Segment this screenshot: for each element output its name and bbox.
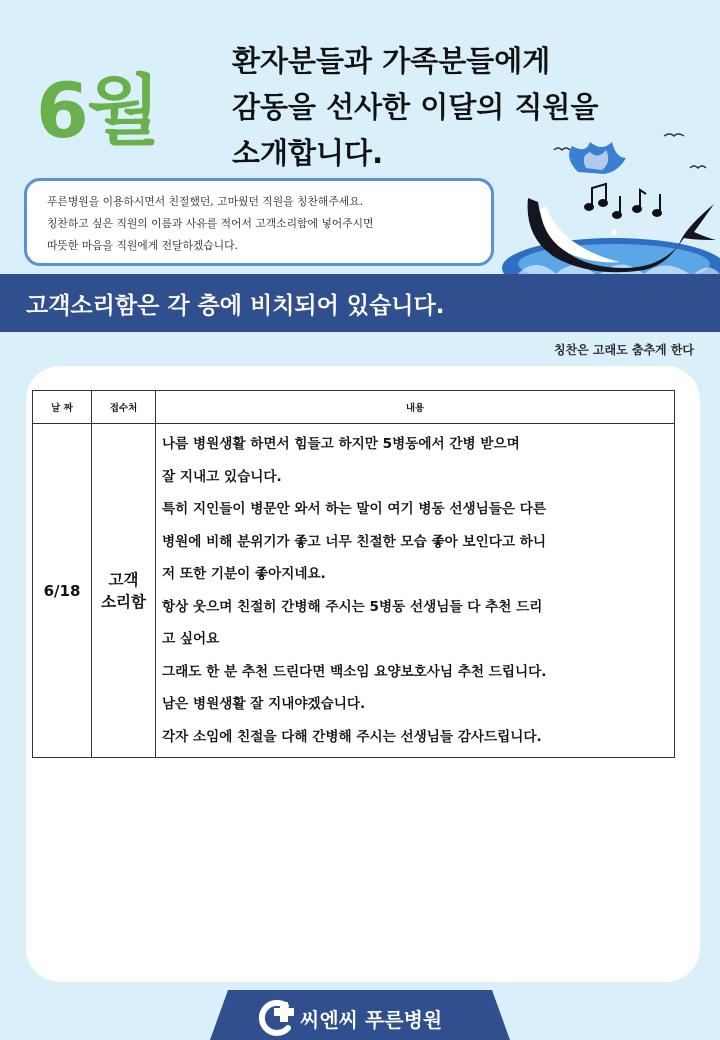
content-line: 항상 웃으며 친절히 간병해 주시는 5병동 선생님들 다 추천 드리	[162, 598, 543, 615]
caption: 칭찬은 고래도 춤추게 한다	[553, 343, 694, 357]
table-header-row	[33, 391, 675, 424]
content-line: 병원에 비해 분위기가 좋고 너무 친절한 모습 좋아 보인다고 하니	[162, 533, 547, 550]
intro-line: 칭찬하고 싶은 직원의 이름과 사유를 적어서 고객소리함에 넣어주시면	[47, 217, 374, 230]
content-line: 나름 병원생활 하면서 힘들고 하지만 5병동에서 간병 받으며	[162, 436, 520, 452]
column-header-content: 내용	[156, 391, 675, 424]
content-line: 잘 지내고 있습니다.	[162, 468, 282, 485]
month-label: 6월	[36, 66, 159, 155]
content-line: 고 싶어요	[162, 631, 220, 647]
column-header-source: 접수처	[92, 391, 156, 424]
intro-line: 푸른병원을 이용하시면서 친절했던, 고마웠던 직원을 칭찬해주세요.	[47, 195, 364, 208]
source-line: 고객	[108, 570, 139, 589]
cell-source	[92, 424, 156, 758]
intro-line: 따뜻한 마음을 직원에게 전달하겠습니다.	[47, 239, 239, 252]
content-line: 그래도 한 분 추천 드린다면 백소임 요양보호사님 추천 드립니다.	[162, 663, 547, 680]
source-line: 소리함	[101, 592, 146, 611]
intro-box	[24, 178, 494, 266]
content-line: 특히 지인들이 병문안 와서 하는 말이 여기 병동 선생님들은 다른	[162, 501, 547, 517]
hospital-name: 씨엔씨 푸른병원	[300, 1008, 443, 1032]
music-note-icon	[585, 184, 661, 218]
hospital-logo-icon	[258, 998, 298, 1036]
banner	[0, 274, 720, 332]
headline-line: 감동을 선사한 이달의 직원을	[232, 90, 599, 124]
cell-date: 6/18	[33, 424, 92, 758]
column-header-date: 날 짜	[33, 391, 92, 424]
content-line: 남은 병원생활 잘 지내야겠습니다.	[162, 696, 366, 712]
headline-line: 소개합니다.	[232, 136, 384, 170]
cell-content	[156, 424, 675, 758]
headline-line: 환자분들과 가족분들에게	[232, 44, 551, 78]
banner-text: 고객소리함은 각 층에 비치되어 있습니다.	[26, 293, 445, 319]
praise-table	[32, 390, 675, 758]
content-line: 각자 소임에 친절을 다해 간병해 주시는 선생님들 감사드립니다.	[162, 728, 542, 745]
content-line: 저 또한 기분이 좋아지네요.	[162, 566, 326, 582]
table-row	[33, 424, 675, 758]
